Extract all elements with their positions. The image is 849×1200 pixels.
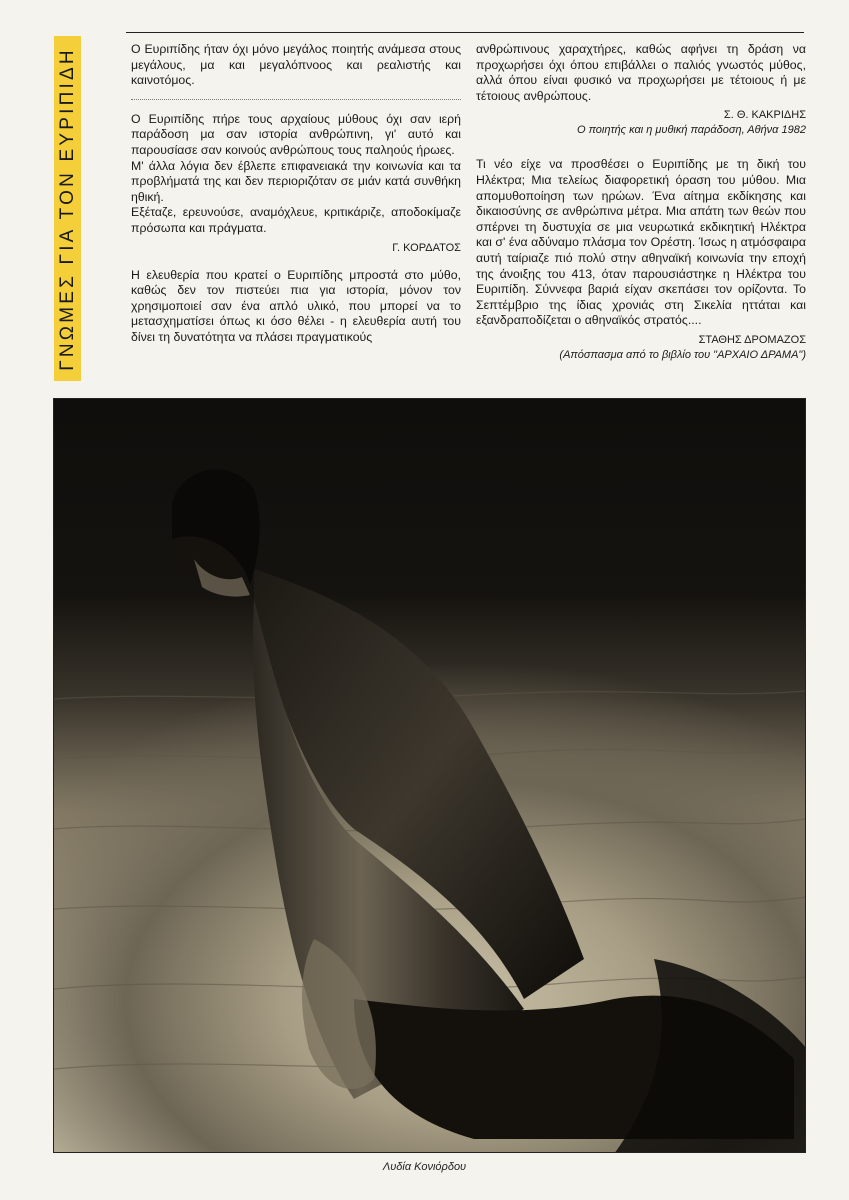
performance-photo <box>53 398 806 1153</box>
side-banner <box>54 36 81 381</box>
paragraph-freedom: Η ελευθερία που κρατεί ο Ευριπίδης μπροστά στο μύθο, καθώς δεν τον πιστεύει πια για ιστορία, μόνον τον χρησιμοποιεί σαν ένα απλό υλικό, που μπορεί να το μετασχηματίσει όπως κι όσο θέλει - η ελευθερία αυτή του δίνει τη δυνατότητα να πλάσει πραγματικούς <box>131 267 461 344</box>
paragraph-myths-3: Εξέταζε, ερευνούσε, αναμόχλευε, κριτικάριζε, αποδοκίμαζε πρόσωπα και πράγματα. <box>131 205 461 235</box>
author-kakridis: Σ. Θ. ΚΑΚΡΙΔΗΣ <box>723 109 806 122</box>
side-banner-title: ΓΝΩΜΕΣ ΓΙΑ ΤΟΝ ΕΥΡΙΠΙΔΗ <box>56 46 78 371</box>
source-dromazos: (Απόσπασμα από το βιβλίο του "ΑΡΧΑΙΟ ΔΡΑΜΑ") <box>559 348 806 361</box>
left-column <box>131 42 461 346</box>
paragraph-myths-1: Ο Ευριπίδης πήρε τους αρχαίους μύθους όχι σαν ιερή παράδοση μα σαν ιστορία ανθρώπινη, γι' αυτό και παρουσίασε σαν κοινούς ανθρώπους τους παληούς ήρωες. <box>131 111 461 157</box>
right-column <box>476 42 806 362</box>
author-kordatos: Γ. ΚΟΡΔΑΤΟΣ <box>392 241 461 254</box>
paragraph-intro: Ο Ευριπίδης ήταν όχι μόνο μεγάλος ποιητής ανάμεσα στους μεγάλους, μα και μεγαλόπνοος και ρεαλιστής και καινοτόμος. <box>131 42 461 88</box>
dotted-separator <box>131 99 461 100</box>
author-dromazos: ΣΤΑΘΗΣ ΔΡΟΜΑΖΟΣ <box>698 333 806 346</box>
photo-caption: Λυδία Κονιόρδου <box>382 1161 467 1173</box>
kneeling-figure-illustration <box>54 399 806 1153</box>
top-rule <box>126 32 804 33</box>
paragraph-electra: Τι νέο είχε να προσθέσει ο Ευριπίδης με τη δική του Ηλέκτρα; Μια τελείως διαφορετική όραση του μύθου. Μια απομυθοποίηση των ηρώων. Ένα αίτημα εκδίκησης και δικαιοσύνης σε ανθρώπινα μέτρα. Μια απάτη των θεών που σπέρνει τη δυστυχία σε μια νευρωτικά εκδικητική Ηλέκτρα και σ' ένα αδύναμο πλάσμα τον Ορέστη. Ίσως η ατμόσφαιρα αυτή ταίριαζε πιό πολύ στην αθηναϊκή κοινωνία την εποχή της άνοιξης του 413, όταν παρουσιάστηκε η Ηλέκτρα του Ευριπίδη. Σύννεφα βαριά είχαν σκεπάσει τον ορίζοντα. Το Σεπτέμβριο της ίδιας χρονιάς στη Σικελία ηττάται και εξανδραποδίζεται ο αθηναϊκός στρατός.... <box>476 157 806 328</box>
paragraph-freedom-cont: ανθρώπινους χαραχτήρες, καθώς αφήνει τη δράση να προχωρήσει όχι όπου επιβάλλει ο παλιός γνωστός μύθος, αλλά όπου είναι φυσικό να προχωρήσει με τέτοιους ή με τέτοιους ανθρώπους. <box>476 42 806 103</box>
source-kakridis: Ο ποιητής και η μυθική παράδοση, Αθήνα 1982 <box>576 124 806 137</box>
paragraph-myths-2: Μ' άλλα λόγια δεν έβλεπε επιφανειακά την κοινωνία και τα προβλήματά της και δεν περιοριζόταν σε μιάν κατά συνθήκη ηθική. <box>131 158 461 204</box>
